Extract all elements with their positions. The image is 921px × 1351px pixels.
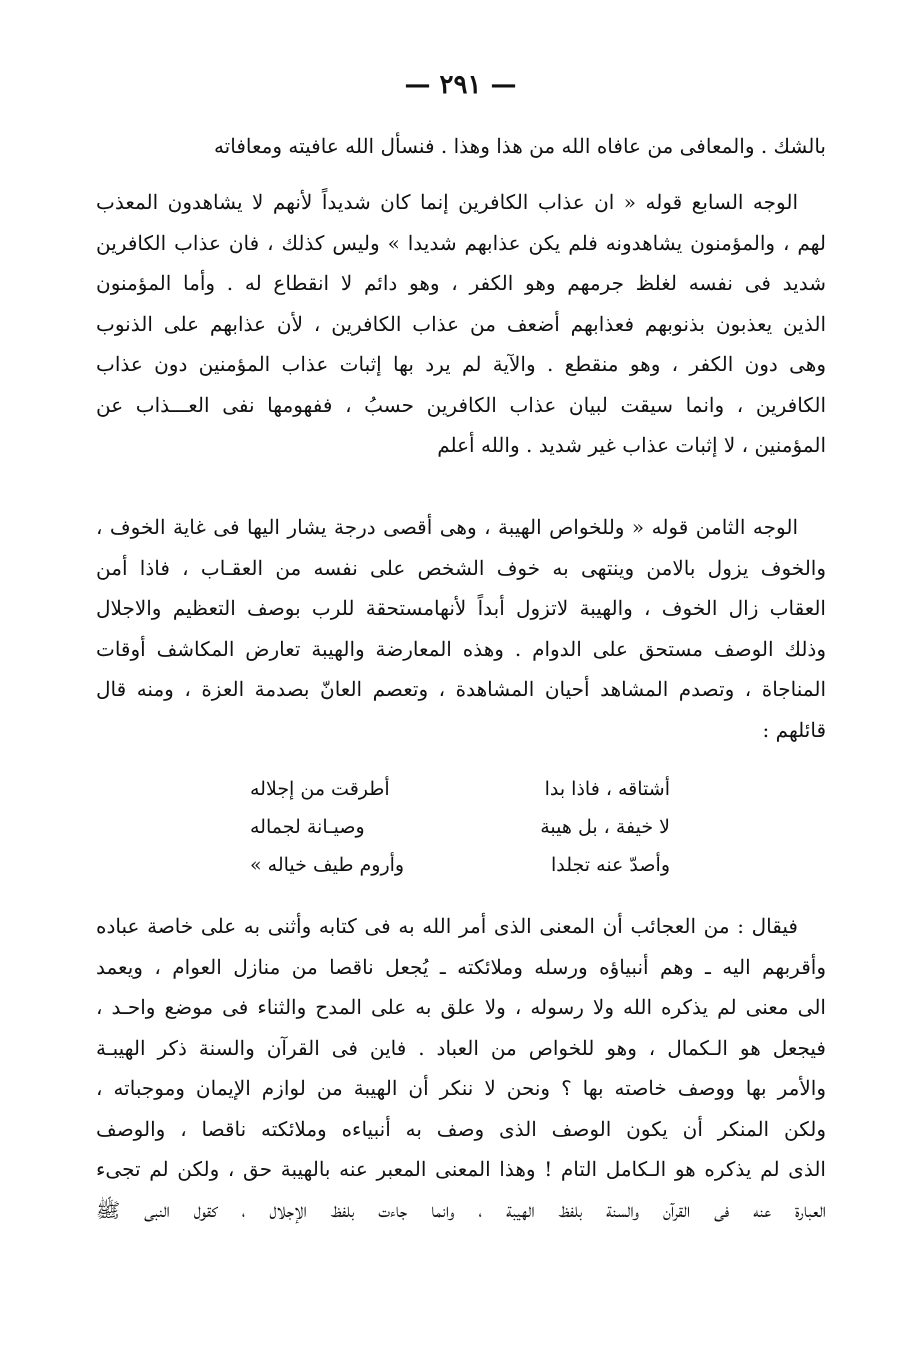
text-line: والخوف يزول بالامن وينتهى به خوف الشخص على نفسه من العقـاب ، فاذا أمن [96, 555, 826, 580]
paragraph-response [96, 906, 826, 1230]
text-line: الكافرين ، وانما سيقت لبيان عذاب الكافرين حسبُ ، ففهومها نفى العـــذاب عن [96, 392, 826, 417]
paragraph-continuation [96, 126, 826, 167]
text-line: المناجاة ، وتصدم المشاهد أحيان المشاهدة ، وتعصم العانّ بصدمة العزة ، ومنه قال [96, 677, 826, 701]
poem-verse [250, 846, 670, 884]
text-line: قائلهم : [762, 717, 826, 742]
text-line: الوجه الثامن قوله « وللخواص الهيبة ، وهى أقصى درجة يشار اليها فى غاية الخوف ، [96, 515, 798, 539]
verse-first-half: وأصدّ عنه تجلدا [551, 854, 670, 876]
text-line: فيقال : من العجائب أن المعنى الذى أمر الله به فى كتابه وأثنى به على خاصة عباده [96, 914, 798, 938]
text-line: الى معنى لم يذكره الله ولا رسوله ، ولا علق به على المدح والثناء فى موضع واحـد ، [96, 995, 826, 1019]
verse-first-half: أشتاقه ، فاذا بدا [544, 778, 670, 800]
text-line: الوجه السابع قوله « ان عذاب الكافرين إنما كان شديداً لأنهم لا يشاهدون المعذب [96, 190, 798, 214]
text-line: الذى لم يذكره هو الـكامل التام ! وهذا المعنى المعبر عنه بالهيبة حق ، ولكن لم تجىء [96, 1157, 826, 1181]
text-line: وذلك الوصف مستحق على الدوام . وهذه المعارضة والهيبة تعارض المكاشف أوقات [96, 636, 826, 661]
verse-second-half: وأروم طيف خياله » [250, 854, 405, 876]
paragraph-eighth-aspect [96, 507, 826, 750]
verse-second-half: وصيـانة لجماله [250, 816, 365, 838]
text-line: فيجعل هو الـكمال ، وهو للخواص من العباد . فاين فى القرآن والسنة ذكر الهيبـة [96, 1035, 826, 1060]
text-line: بالشك . والمعافى من عافاه الله من هذا وهذا . فنسأل الله عافيته ومعافاته [213, 134, 826, 158]
poem-verse [250, 808, 670, 846]
poem-verse [250, 770, 670, 808]
verse-second-half: أطرقت من إجلاله [250, 778, 390, 800]
text-line: ولكن المنكر أن يكون الوصف الذى وصف به أنبياءه وملائكته ناقصا ، والوصف [96, 1116, 826, 1141]
text-line: العبارة عنه فى القرآن والسنة بلفظ الهيبة ، وانما جاءت بلفظ الإجلال ، كقول النبى ﷺ [96, 1197, 826, 1222]
paragraph-seventh-aspect [96, 182, 826, 466]
poem [250, 770, 670, 884]
text-line: العقاب زال الخوف ، والهيبة لاتزول أبداً لأنهامستحقة للرب بوصف التعظيم والاجلال [96, 596, 826, 620]
text-line: المؤمنين ، لا إثبات عذاب غير شديد . والله أعلم [437, 433, 826, 457]
verse-first-half: لا خيفة ، بل هيبة [540, 816, 670, 838]
text-line: لهم ، والمؤمنون يشاهدونه فلم يكن عذابهم شديدا » وليس كذلك ، فان عذاب الكافرين [96, 230, 826, 255]
text-line: والأمر بها ووصف خاصته بها ؟ ونحن لا ننكر أن الهيبة من لوازم الإيمان وموجباته ، [96, 1076, 826, 1100]
text-line: شديد فى نفسه لغلظ جرمهم وهو الكفر ، وهو دائم لا انقطاع له . وأما المؤمنون [96, 271, 826, 295]
text-line: وأقربهم اليه ـ وهم أنبياؤه ورسله وملائكته ـ يُجعل ناقصا من منازل العوام ، ويعمد [96, 954, 826, 979]
text-line: الذين يعذبون بذنوبهم فعذابهم أضعف من عذاب الكافرين ، لأن عذابهم على الذنوب [96, 311, 826, 336]
page-number: — ٢٩١ — [404, 70, 517, 100]
text-line: وهى دون الكفر ، وهو منقطع . والآية لم يرد بها إثبات عذاب المؤمنين دون عذاب [96, 352, 826, 376]
